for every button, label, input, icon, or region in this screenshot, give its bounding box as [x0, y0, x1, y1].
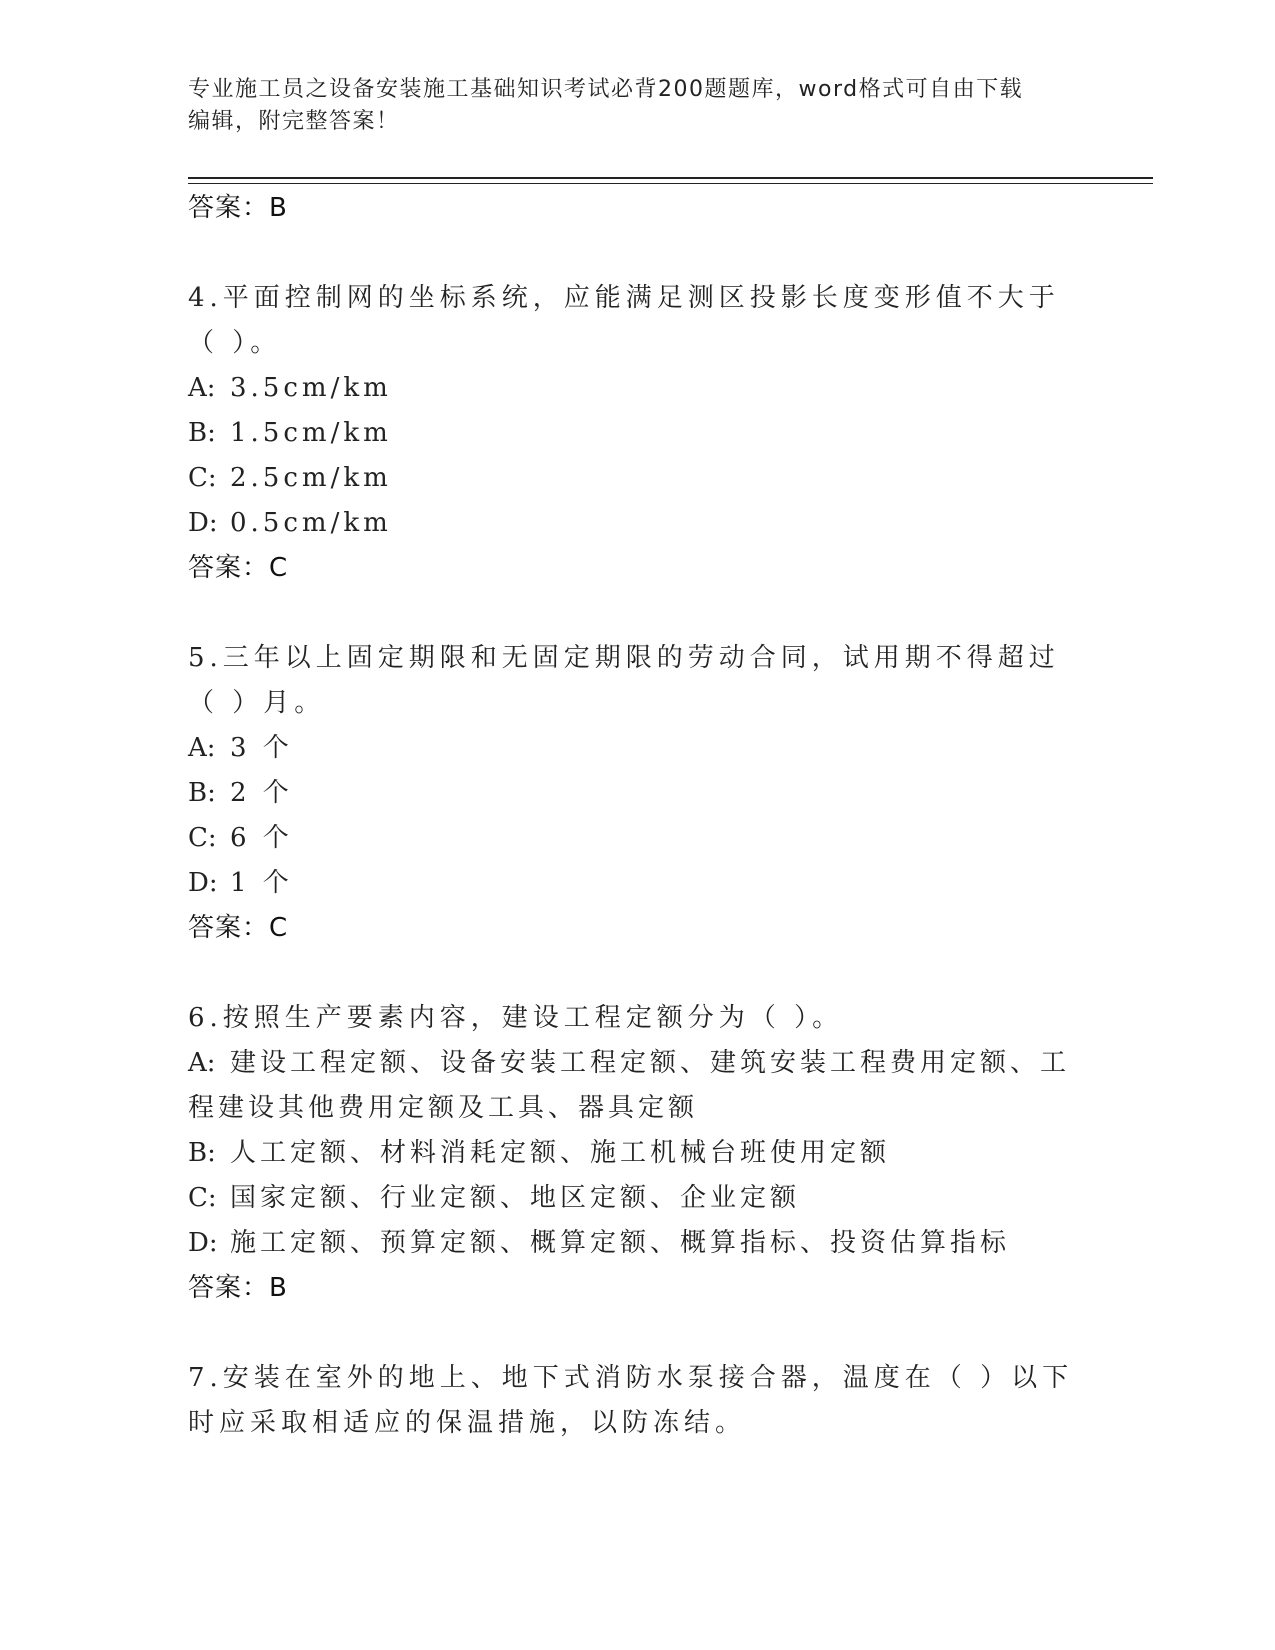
option-letter: D:: [188, 1228, 218, 1258]
option-b: [188, 1131, 1088, 1176]
option-text: 6 个: [230, 823, 293, 853]
option-d: [188, 861, 1088, 906]
question-text: 5.三年以上固定期限和无固定期限的劳动合同，试用期不得超过（ ）月。: [188, 643, 1060, 718]
option-text: 1.5cm/km: [230, 418, 392, 448]
option-letter: D:: [188, 868, 218, 898]
option-c: [188, 1176, 1088, 1221]
question-text: 7.安装在室外的地上、地下式消防水泵接合器，温度在（ ）以下时应采取相适应的保温措施，以防冻结。: [188, 1363, 1074, 1438]
option-letter: A:: [188, 373, 216, 403]
option-letter: A:: [188, 733, 216, 763]
answer-label: 答案：C: [188, 553, 289, 583]
question-text: 4.平面控制网的坐标系统，应能满足测区投影长度变形值不大于（ ）。: [188, 283, 1060, 358]
header-divider-thin: [188, 183, 1153, 184]
option-letter: B:: [188, 1138, 216, 1168]
answer-label: 答案：B: [188, 193, 288, 223]
option-d: [188, 501, 1088, 546]
option-text: 0.5cm/km: [230, 508, 392, 538]
option-text: 人工定额、材料消耗定额、施工机械台班使用定额: [230, 1138, 891, 1168]
option-letter: B:: [188, 418, 216, 448]
option-b: [188, 411, 1088, 456]
option-text: 1 个: [230, 868, 293, 898]
answer-label: 答案：C: [188, 913, 289, 943]
option-letter: C:: [188, 1183, 217, 1213]
header-title-line-1: 专业施工员之设备安装施工基础知识考试必背200题题库，word格式可自由下载: [188, 77, 1024, 102]
question-list: [188, 186, 1088, 1446]
option-b: [188, 771, 1088, 816]
answer-label: 答案：B: [188, 1273, 288, 1303]
option-c: [188, 456, 1088, 501]
option-text: 建设工程定额、设备安装工程定额、建筑安装工程费用定额、工程建设其他费用定额及工具、器具定额: [188, 1048, 1071, 1123]
option-letter: D:: [188, 508, 218, 538]
question-5: [188, 636, 1088, 951]
option-text: 国家定额、行业定额、地区定额、企业定额: [230, 1183, 801, 1213]
option-text: 3 个: [230, 733, 293, 763]
header-title-line-2: 编辑，附完整答案！: [188, 109, 400, 134]
option-text: 2.5cm/km: [230, 463, 392, 493]
page-header: [188, 74, 1088, 138]
option-text: 3.5cm/km: [230, 373, 392, 403]
question-4: [188, 276, 1088, 591]
option-letter: C:: [188, 823, 217, 853]
option-text: 施工定额、预算定额、概算定额、概算指标、投资估算指标: [230, 1228, 1011, 1258]
option-c: [188, 816, 1088, 861]
question-6: [188, 996, 1088, 1311]
option-letter: B:: [188, 778, 216, 808]
option-a: [188, 1041, 1088, 1131]
option-a: [188, 366, 1088, 411]
option-letter: A:: [188, 1048, 216, 1078]
question-text: 6.按照生产要素内容，建设工程定额分为（ ）。: [188, 1003, 844, 1033]
option-letter: C:: [188, 463, 217, 493]
header-divider-thick: [188, 177, 1153, 179]
option-a: [188, 726, 1088, 771]
option-text: 2 个: [230, 778, 293, 808]
question-7: [188, 1356, 1088, 1446]
option-d: [188, 1221, 1088, 1266]
